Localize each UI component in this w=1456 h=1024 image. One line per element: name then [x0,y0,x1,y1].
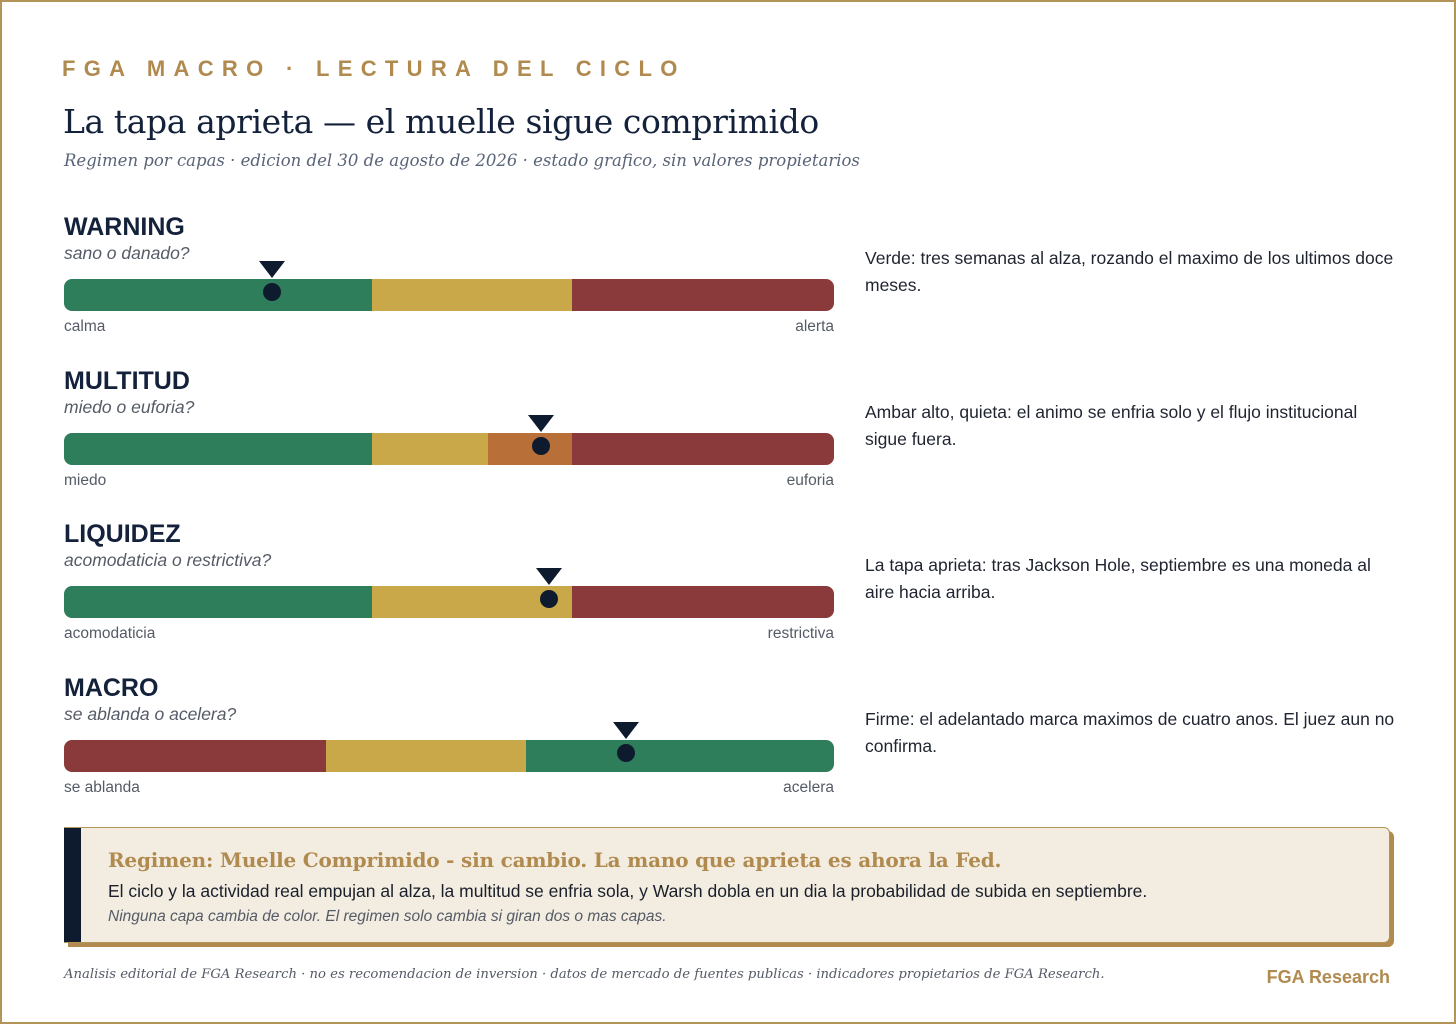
kicker: FGA MACRO · LECTURA DEL CICLO [62,56,686,81]
layer-liquidez [0,520,1456,670]
layer-macro [0,674,1456,824]
page-title: La tapa aprieta — el muelle sigue comprimido [63,102,819,141]
gauge-right-label: restrictiva [767,625,834,642]
layer-warning [0,213,1456,363]
layer-name: MACRO [64,674,159,702]
layer-note: La tapa aprieta: tras Jackson Hole, septiembre es una moneda al aire hacia arriba. [865,555,1371,602]
regime-accent-bar [64,828,81,942]
layer-note: Firme: el adelantado marca maximos de cuatro anos. El juez aun no confirma. [865,709,1395,756]
marker-triangle-icon [613,722,639,739]
layer-question: se ablanda o acelera? [64,704,237,724]
layer-question: sano o danado? [64,243,190,263]
gauge-segment-amber [372,279,572,311]
gauge-left-label: calma [64,318,106,335]
gauge-bar [64,586,834,618]
gauge-bar [64,279,834,311]
page-subtitle: Regimen por capas · edicion del 30 de agosto de 2026 · estado grafico, sin valores propietarios [64,151,860,170]
marker-triangle-icon [536,568,562,585]
marker-dot-icon [540,590,558,608]
gauge-right-label: euforia [786,472,834,489]
gauge-marker [536,568,562,605]
gauge-segment-amber [326,740,526,772]
layer-note: Ambar alto, quieta: el animo se enfria solo y el flujo institucional sigue fuera. [865,402,1358,449]
gauge-bar [64,740,834,772]
layer-note: Verde: tres semanas al alza, rozando el maximo de los ultimos doce meses. [865,248,1394,295]
layer-question: acomodaticia o restrictiva? [64,550,272,570]
gauge-segment-green [526,740,834,772]
regime-callout [64,827,1390,943]
gauge-marker [613,722,639,759]
gauge-marker [528,415,554,452]
regime-headline: Regimen: Muelle Comprimido - sin cambio. La mano que aprieta es ahora la Fed. [108,848,1002,872]
gauge-marker [259,261,285,298]
regime-body: El ciclo y la actividad real empujan al alza, la multitud se enfria sola, y Warsh dobla en un dia la probabilidad de subida en septiembre. [108,881,1148,901]
gauge-left-label: se ablanda [64,779,140,796]
gauge-segment-green [64,279,372,311]
gauge-segment-red [572,433,834,465]
layer-name: MULTITUD [64,367,190,395]
layer-multitud [0,367,1456,517]
layer-name: LIQUIDEZ [64,520,181,548]
gauge-bar [64,433,834,465]
gauge-right-label: acelera [783,779,834,796]
gauge-left-label: miedo [64,472,107,489]
gauge-segment-red [64,740,326,772]
layer-name: WARNING [64,213,185,241]
layer-question: miedo o euforia? [64,397,195,417]
footer-brand: FGA Research [1266,967,1390,987]
gauge-segment-red [572,279,834,311]
gauge-segment-green [64,586,372,618]
marker-triangle-icon [259,261,285,278]
marker-triangle-icon [528,415,554,432]
gauge-segment-red [572,586,834,618]
marker-dot-icon [617,744,635,762]
regime-footnote: Ninguna capa cambia de color. El regimen solo cambia si giran dos o mas capas. [108,908,667,925]
gauge-segment-amber [372,433,488,465]
footer-disclaimer: Analisis editorial de FGA Research · no es recomendacion de inversion · datos de mercado de fuentes publicas · indicadores propietarios de FGA Research. [64,967,1105,982]
gauge-segment-green [64,433,372,465]
marker-dot-icon [263,283,281,301]
gauge-left-label: acomodaticia [64,625,156,642]
gauge-right-label: alerta [795,318,834,335]
